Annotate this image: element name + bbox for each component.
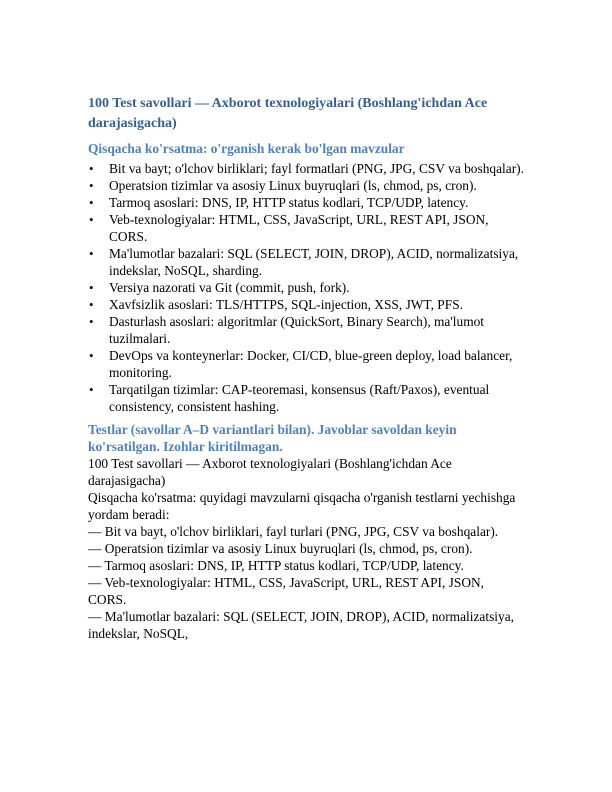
topic-item [88,347,524,381]
topic-item [88,313,524,347]
topic-item [88,279,524,296]
topic-text: Tarqatilgan tizimlar: CAP-teoremasi, konsensus (Raft/Paxos), eventual consistency, consistent hashing. [109,382,490,414]
topic-item [88,177,524,194]
topic-text: Veb-texnologiyalar: HTML, CSS, JavaScript, URL, REST API, JSON, CORS. [109,212,489,244]
tests-heading: Testlar (savollar A–D variantlari bilan). Javoblar savoldan keyin ko'rsatilgan. Izohlar kiritilmagan. [88,422,457,454]
bullet-icon: • [89,161,94,176]
body-line: — Operatsion tizimlar va asosiy Linux buyruqlari (ls, chmod, ps, cron). [88,541,473,556]
topic-item [88,194,524,211]
topic-text: Xavfsizlik asoslari: TLS/HTTPS, SQL-injection, XSS, JWT, PFS. [109,297,463,312]
topic-text: Tarmoq asoslari: DNS, IP, HTTP status kodlari, TCP/UDP, latency. [109,195,469,210]
topic-text: Dasturlash asoslari: algoritmlar (QuickSort, Binary Search), ma'lumot tuzilmalari. [109,314,485,346]
document-title: 100 Test savollari — Axborot texnologiyalari (Boshlang'ichdan Ace darajasigacha) [88,96,488,131]
bullet-icon: • [89,348,94,363]
topic-item [88,296,524,313]
topic-item [88,381,524,415]
topic-text: Operatsion tizimlar va asosiy Linux buyruqlari (ls, chmod, ps, cron). [109,178,477,193]
topic-item [88,211,524,245]
bullet-icon: • [89,314,94,329]
body-line: 100 Test savollari — Axborot texnologiyalari (Boshlang'ichdan Ace darajasigacha) [88,456,452,488]
topic-item [88,160,524,177]
bullet-icon: • [89,195,94,210]
topic-text: Bit va bayt; o'lchov birliklari; fayl formatlari (PNG, JPG, CSV va boshqalar). [109,161,524,176]
bullet-icon: • [89,246,94,261]
bullet-icon: • [89,212,94,227]
topic-text: Versiya nazorati va Git (commit, push, fork). [109,280,350,295]
bullet-icon: • [89,280,94,295]
body-line: — Veb-texnologiyalar: HTML, CSS, JavaScript, URL, REST API, JSON, CORS. [88,575,485,607]
bullet-icon: • [89,297,94,312]
body-line: — Tarmoq asoslari: DNS, IP, HTTP status kodlari, TCP/UDP, latency. [88,558,464,573]
topic-text: Ma'lumotlar bazalari: SQL (SELECT, JOIN, DROP), ACID, normalizatsiya, indekslar, NoSQL, sharding. [109,246,519,278]
topic-text: DevOps va konteynerlar: Docker, CI/CD, blue-green deploy, load balancer, monitoring. [109,348,513,380]
summary-heading: Qisqacha ko'rsatma: o'rganish kerak bo'lgan mavzular [88,141,405,156]
body-line: Qisqacha ko'rsatma: quyidagi mavzularni qisqacha o'rganish testlarni yechishga yordam beradi: [88,490,516,522]
body-line: — Ma'lumotlar bazalari: SQL (SELECT, JOIN, DROP), ACID, normalizatsiya, indekslar, NoSQL, [88,609,515,641]
bullet-icon: • [89,382,94,397]
body-line: — Bit va bayt, o'lchov birliklari, fayl turlari (PNG, JPG, CSV va boshqalar). [88,524,499,539]
topic-item [88,245,524,279]
topic-list [88,160,524,415]
document-page [88,94,524,642]
bullet-icon: • [89,178,94,193]
